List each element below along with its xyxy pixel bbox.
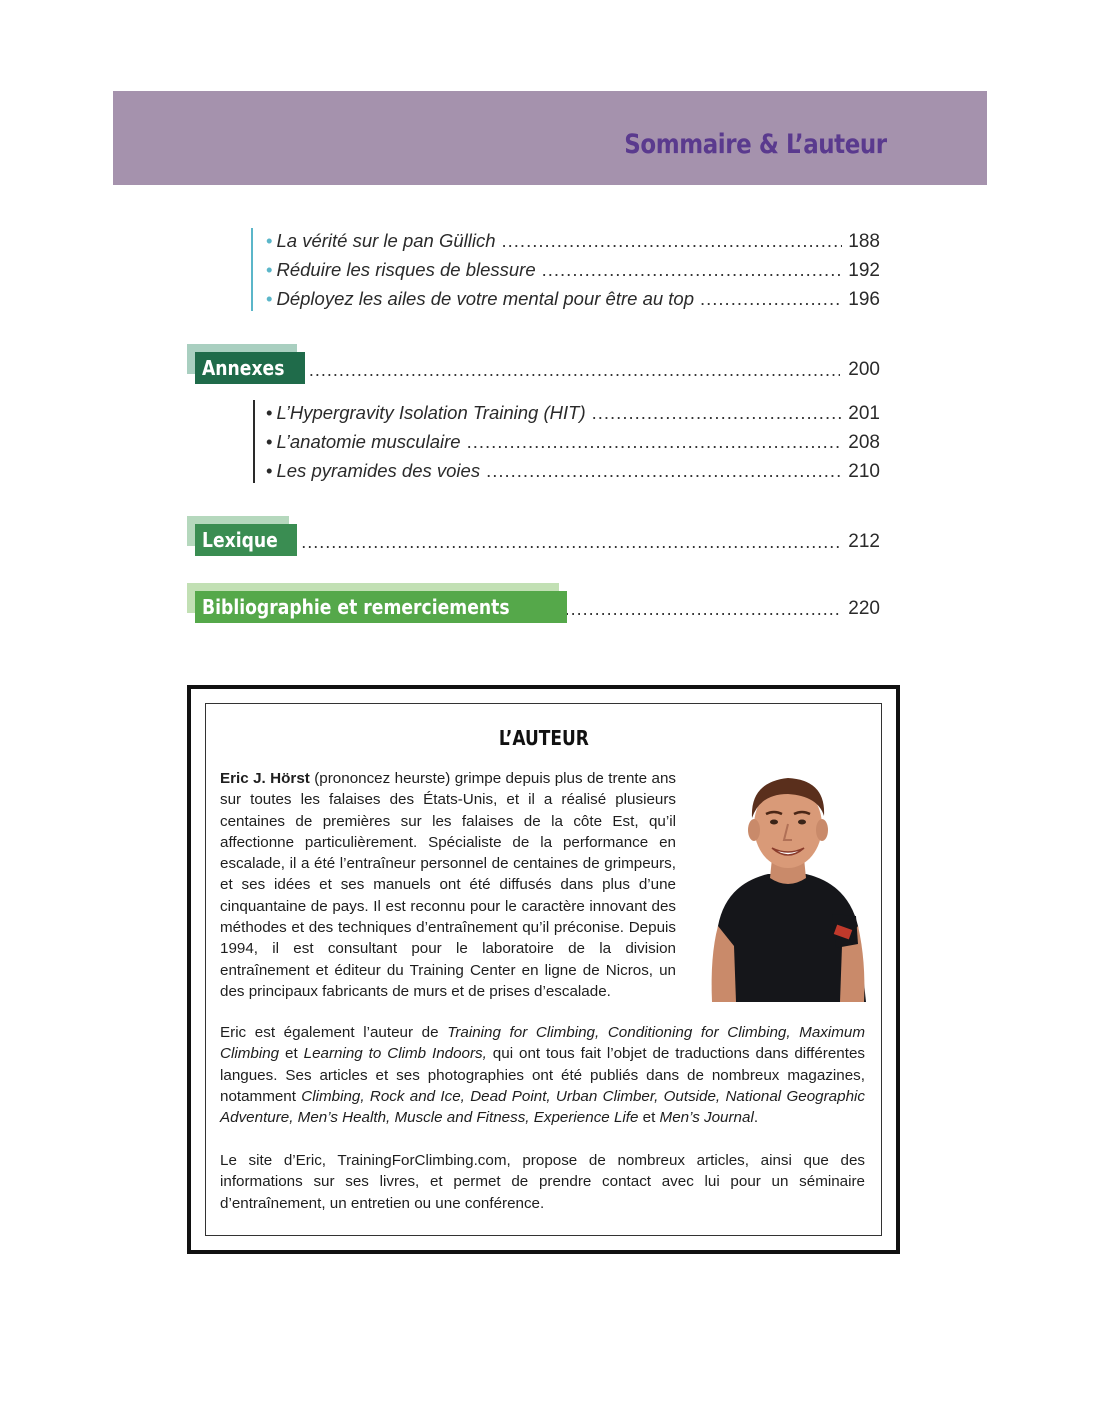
section-tab-annexes: Annexes	[195, 352, 305, 384]
dot-leader	[467, 427, 843, 456]
toc-entry[interactable]	[251, 255, 880, 284]
bullet-icon: •	[266, 259, 273, 280]
toc-entry-label: La vérité sur le pan Güllich	[276, 230, 496, 251]
section-tab-bibliographie: Bibliographie et remerciements	[195, 591, 567, 623]
author-heading: L’AUTEUR	[498, 726, 589, 750]
dot-leader	[542, 255, 843, 284]
page-title: Sommaire & L’auteur	[624, 129, 887, 160]
section-bibliographie[interactable]	[187, 591, 880, 623]
author-name: Eric J. Hörst	[220, 770, 310, 787]
author-paragraph-books: Eric est également l’auteur de Training for Climbing, Conditioning for Climbing, Maximum Climbing et Learning to Climb Indoors, qui ont tous fait l’objet de traductions dans différentes langues. Ses articles et ses photographies ont été publiés dans de nombreux magazines, notamment Climbing, Rock and Ice, Dead Point, Urban Climber, Outside, National Geographic Adventure, Men’s Health, Muscle and Fitness, Experience Life et Men’s Journal.	[220, 1024, 865, 1127]
dot-leader	[486, 456, 842, 485]
toc-entry[interactable]	[251, 427, 880, 456]
author-bio-text: (prononcez heurste) grimpe depuis plus de trente ans sur toutes les falaises des États-Unis, et il a réalisé plusieurs centaines de premières sur les falaises de la côte Est, qu’il affectionne particulièrement. Spécialiste de la performance en escalade, il a été l’entraîneur personnel de centaines de grimpeurs, et ses idées et ses manuels ont été diffusés dans plus d’une cinquantaine de pays. Il est reconnu pour le caractère innovant des méthodes et des techniques d’entraînement qu’il préconise. Depuis 1994, il est consultant pour le laboratoire de la division entraînement et éditeur du Training Center en ligne de Nicros, un des principaux fabricants de murs et de prises d’escalade.	[220, 770, 676, 1000]
dot-leader	[502, 226, 843, 255]
author-box-inner	[205, 703, 882, 1236]
dot-leader	[309, 360, 840, 381]
bullet-icon: •	[266, 460, 273, 481]
toc-entry-page: 188	[848, 231, 880, 252]
bullet-icon: •	[266, 230, 273, 251]
dot-leader	[592, 398, 843, 427]
toc-entry[interactable]	[251, 284, 880, 313]
bullet-icon: •	[266, 431, 273, 452]
toc-entry-page: 192	[848, 260, 880, 281]
toc-group-1	[251, 226, 880, 313]
header-banner	[113, 91, 987, 185]
section-page: 200	[848, 359, 880, 380]
author-bio	[220, 768, 676, 1002]
dot-leader	[547, 599, 841, 620]
toc-entry[interactable]	[251, 226, 880, 255]
dot-leader	[301, 532, 840, 553]
toc-entry-label: Déployez les ailes de votre mental pour être au top	[276, 288, 694, 309]
section-page: 212	[848, 531, 880, 552]
bullet-icon: •	[266, 288, 273, 309]
section-lexique[interactable]	[187, 524, 880, 556]
section-page: 220	[848, 598, 880, 619]
author-box	[187, 685, 900, 1254]
author-paragraph-website: Le site d’Eric, TrainingForClimbing.com, propose de nombreux articles, ainsi que des informations sur ses livres, et permet de prendre contact avec lui pour un séminaire d’entraînement, un entretien ou une conférence.	[220, 1152, 865, 1212]
section-tab-lexique: Lexique	[195, 524, 297, 556]
toc-group-2	[251, 398, 880, 485]
toc-entry-page: 196	[848, 289, 880, 310]
toc-entry-page: 201	[848, 403, 880, 424]
toc-entry-label: L’anatomie musculaire	[276, 431, 461, 452]
toc-entry[interactable]	[251, 456, 880, 485]
toc-entry-page: 208	[848, 432, 880, 453]
toc-entry[interactable]	[251, 398, 880, 427]
dot-leader	[700, 284, 842, 313]
section-annexes[interactable]	[187, 352, 880, 384]
toc-entry-label: L’Hypergravity Isolation Training (HIT)	[276, 402, 586, 423]
toc-entry-label: Réduire les risques de blessure	[276, 259, 536, 280]
author-portrait-icon	[706, 766, 868, 1002]
toc-entry-label: Les pyramides des voies	[276, 460, 481, 481]
bullet-icon: •	[266, 402, 273, 423]
toc-entry-page: 210	[848, 461, 880, 482]
